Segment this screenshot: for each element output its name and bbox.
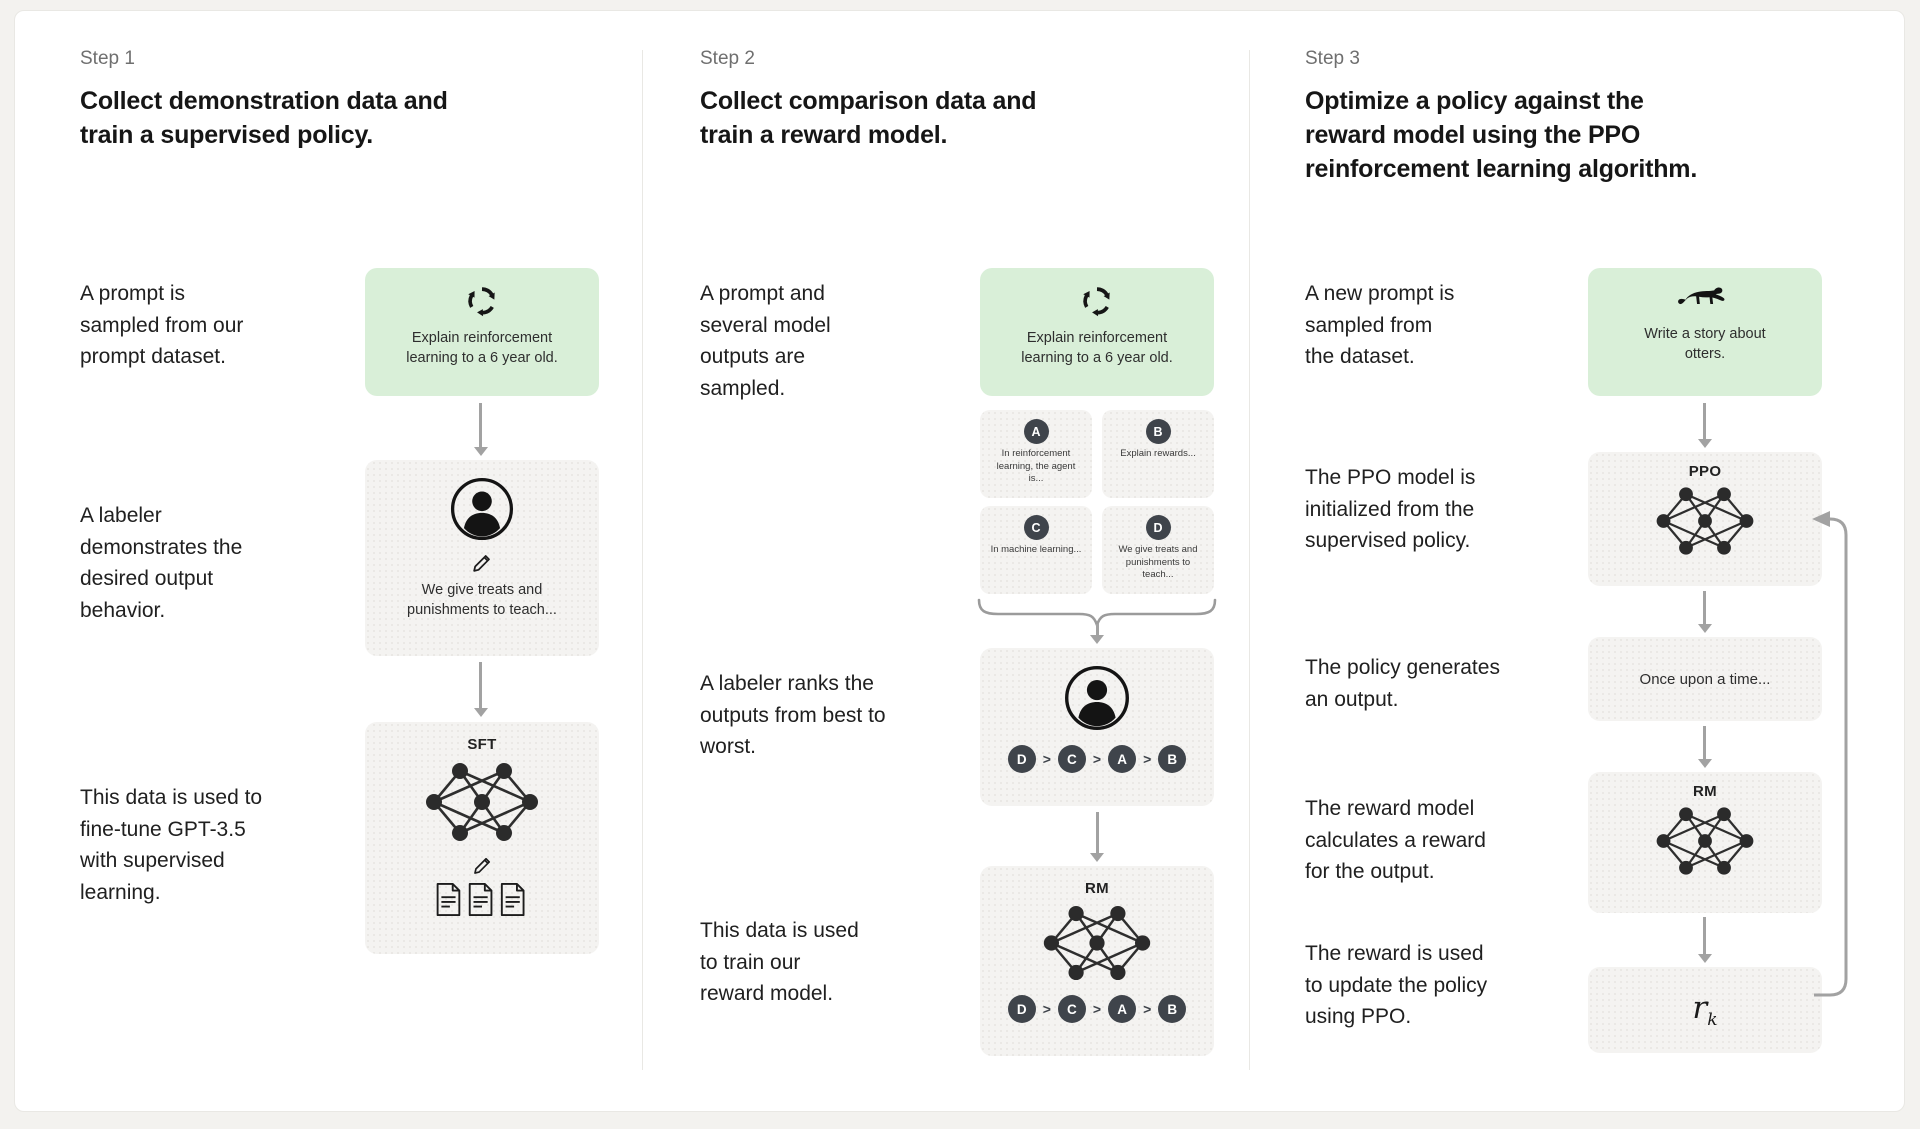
step3-label: Step 3 xyxy=(1305,48,1360,69)
cycle-icon xyxy=(463,282,501,320)
step1-labeler-text: We give treats and punishments to teach... xyxy=(407,582,557,618)
output-text-c: In machine learning... xyxy=(990,544,1082,555)
rm-model-label: RM xyxy=(1085,880,1109,897)
network-icon xyxy=(422,758,542,846)
arrow-down xyxy=(1703,403,1706,448)
column-divider-1 xyxy=(642,50,643,1070)
rank-badge: B xyxy=(1158,995,1186,1023)
rank-badge: C xyxy=(1058,745,1086,773)
step3-prompt-text: Write a story about otters. xyxy=(1644,326,1766,362)
step3-ppo-box xyxy=(1588,452,1822,586)
rank-badge: D xyxy=(1008,995,1036,1023)
network-icon xyxy=(1653,483,1757,559)
step1-caption-finetune: This data is used to fine-tune GPT-3.5 with supervised learning. xyxy=(80,786,263,904)
rank-badge: C xyxy=(1058,995,1086,1023)
arrow-down xyxy=(479,662,482,717)
output-badge-a: A xyxy=(1024,419,1049,444)
ppo-model-label: PPO xyxy=(1688,463,1722,480)
rm-model-label: RM xyxy=(1693,783,1717,800)
rank-separator: > xyxy=(1092,751,1102,767)
step1-caption-labeler: A labeler demonstrates the desired output behavior. xyxy=(80,504,243,622)
rank-separator: > xyxy=(1143,751,1152,767)
step2-prompt-box xyxy=(980,268,1214,396)
arrow-down xyxy=(1096,812,1099,862)
rank-badge: A xyxy=(1108,995,1136,1023)
step3-caption-prompt: A new prompt is sampled from the dataset. xyxy=(1305,282,1455,368)
network-icon xyxy=(1653,803,1757,879)
step3-caption-reward: The reward model calculates a reward for the output. xyxy=(1305,797,1486,883)
step1-prompt-box xyxy=(365,268,599,396)
step3-reward-box xyxy=(1588,967,1822,1053)
model-output-d xyxy=(1102,506,1214,594)
step1-labeler-box xyxy=(365,460,599,656)
arrow-down xyxy=(1096,624,1099,644)
arrow-down xyxy=(1703,591,1706,633)
step3-caption-output: The policy generates an output. xyxy=(1305,656,1500,711)
policy-output-text: Once upon a time... xyxy=(1639,670,1771,688)
arrow-down xyxy=(1703,917,1706,963)
column-divider-2 xyxy=(1249,50,1250,1070)
step2-ranking-box xyxy=(980,648,1214,806)
step2-prompt-text: Explain reinforcement learning to a 6 year old. xyxy=(1021,330,1173,366)
step2-caption-rank: A labeler ranks the outputs from best to worst. xyxy=(700,672,886,758)
step1-prompt-text: Explain reinforcement learning to a 6 year old. xyxy=(406,330,558,366)
network-icon xyxy=(1040,901,1154,985)
documents-icon xyxy=(435,883,529,917)
reward-value: $r_k$ xyxy=(1692,989,1718,1031)
step2-title: Collect comparison data and train a reward model. xyxy=(700,87,1037,149)
rank-badge: B xyxy=(1158,745,1186,773)
step2-label: Step 2 xyxy=(700,48,755,69)
rank-separator: > xyxy=(1042,1001,1051,1017)
output-text-d: We give treats and punishments to teach... xyxy=(1118,544,1198,581)
rank-separator: > xyxy=(1042,751,1051,767)
step3-output-box xyxy=(1588,637,1822,721)
step2-caption-prompt: A prompt and several model outputs are sampled. xyxy=(700,282,831,400)
rank-badge: A xyxy=(1108,745,1136,773)
ranking-row xyxy=(1008,745,1187,773)
output-badge-b: B xyxy=(1146,419,1171,444)
cycle-icon xyxy=(1078,282,1116,320)
step2-caption-train: This data is used to train our reward model. xyxy=(700,919,859,1005)
step3-title: Optimize a policy against the reward model using the PPO reinforcement learning algorithm. xyxy=(1305,87,1698,183)
step3-caption-ppo: The PPO model is initialized from the supervised policy. xyxy=(1305,466,1476,552)
person-icon xyxy=(449,476,515,542)
step2-rm-box xyxy=(980,866,1214,1056)
ranking-row xyxy=(1008,995,1187,1023)
rank-badge: D xyxy=(1008,745,1036,773)
step1-sft-box xyxy=(365,722,599,954)
model-output-b xyxy=(1102,410,1214,498)
otter-icon xyxy=(1677,285,1733,315)
rank-separator: > xyxy=(1092,1001,1102,1017)
output-text-b: Explain rewards... xyxy=(1120,448,1196,459)
step1-title: Collect demonstration data and train a supervised policy. xyxy=(80,87,448,149)
step3-caption-update: The reward is used to update the policy using PPO. xyxy=(1305,942,1488,1028)
rank-separator: > xyxy=(1143,1001,1152,1017)
person-icon xyxy=(1063,664,1131,732)
pencil-icon xyxy=(470,551,494,575)
step3-prompt-box xyxy=(1588,268,1822,396)
pencil-icon xyxy=(471,854,494,877)
step3-rm-box xyxy=(1588,772,1822,913)
sft-model-label: SFT xyxy=(467,736,497,753)
arrow-down xyxy=(1703,726,1706,768)
arrow-down xyxy=(479,403,482,456)
output-badge-d: D xyxy=(1146,515,1171,540)
output-badge-c: C xyxy=(1024,515,1049,540)
output-text-a: In reinforcement learning, the agent is... xyxy=(996,448,1076,485)
model-output-c xyxy=(980,506,1092,594)
model-output-a xyxy=(980,410,1092,498)
step1-label: Step 1 xyxy=(80,48,135,69)
step1-caption-prompt: A prompt is sampled from our prompt dataset. xyxy=(80,282,244,368)
